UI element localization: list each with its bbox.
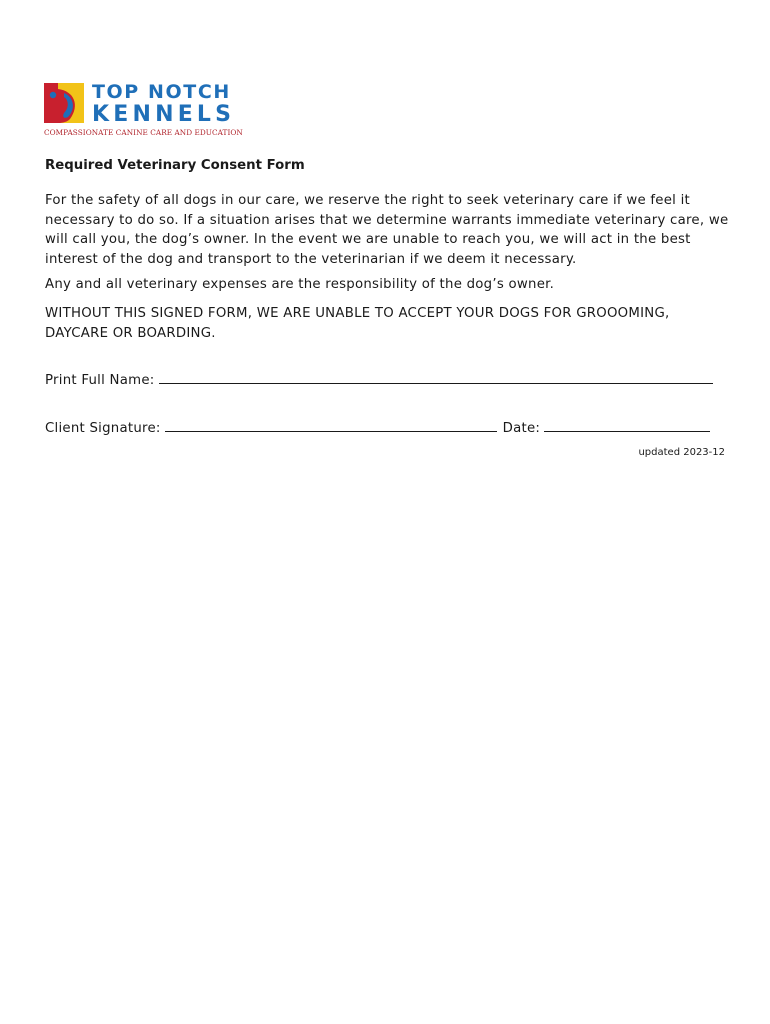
signature-label: Client Signature: (45, 421, 161, 436)
company-logo (44, 80, 244, 140)
kennel-logo-mark-icon (44, 83, 84, 123)
form-title: Required Veterinary Consent Form (45, 158, 305, 173)
updated-date-note: updated 2023-12 (638, 447, 725, 458)
expenses-paragraph: Any and all veterinary expenses are the responsibility of the dog’s owner. (45, 277, 555, 292)
print-name-row (45, 370, 735, 388)
print-name-label: Print Full Name: (45, 373, 155, 388)
consent-paragraph: For the safety of all dogs in our care, we reserve the right to seek veterinary care if we feel it necessary to do so. If a situation arises that we determine warrants immediate veterinary care, we will call you, the dog’s owner. In the event we are unable to reach you, we will act in the best interest of the dog and transport to the veterinarian if we deem it necessary. (45, 193, 729, 267)
logo-text-top-notch: TOP NOTCH (92, 81, 231, 103)
print-name-field[interactable] (159, 370, 713, 384)
signature-row (45, 418, 735, 436)
logo-tagline: COMPASSIONATE CANINE CARE AND EDUCATION (44, 128, 243, 137)
date-field[interactable] (544, 418, 710, 432)
logo-text-kennels: KENNELS (92, 102, 236, 127)
signature-field[interactable] (165, 418, 497, 432)
requirement-notice: WITHOUT THIS SIGNED FORM, WE ARE UNABLE TO ACCEPT YOUR DOGS FOR GROOOMING, DAYCARE OR BOARDING. (45, 306, 670, 341)
date-label: Date: (502, 421, 541, 436)
